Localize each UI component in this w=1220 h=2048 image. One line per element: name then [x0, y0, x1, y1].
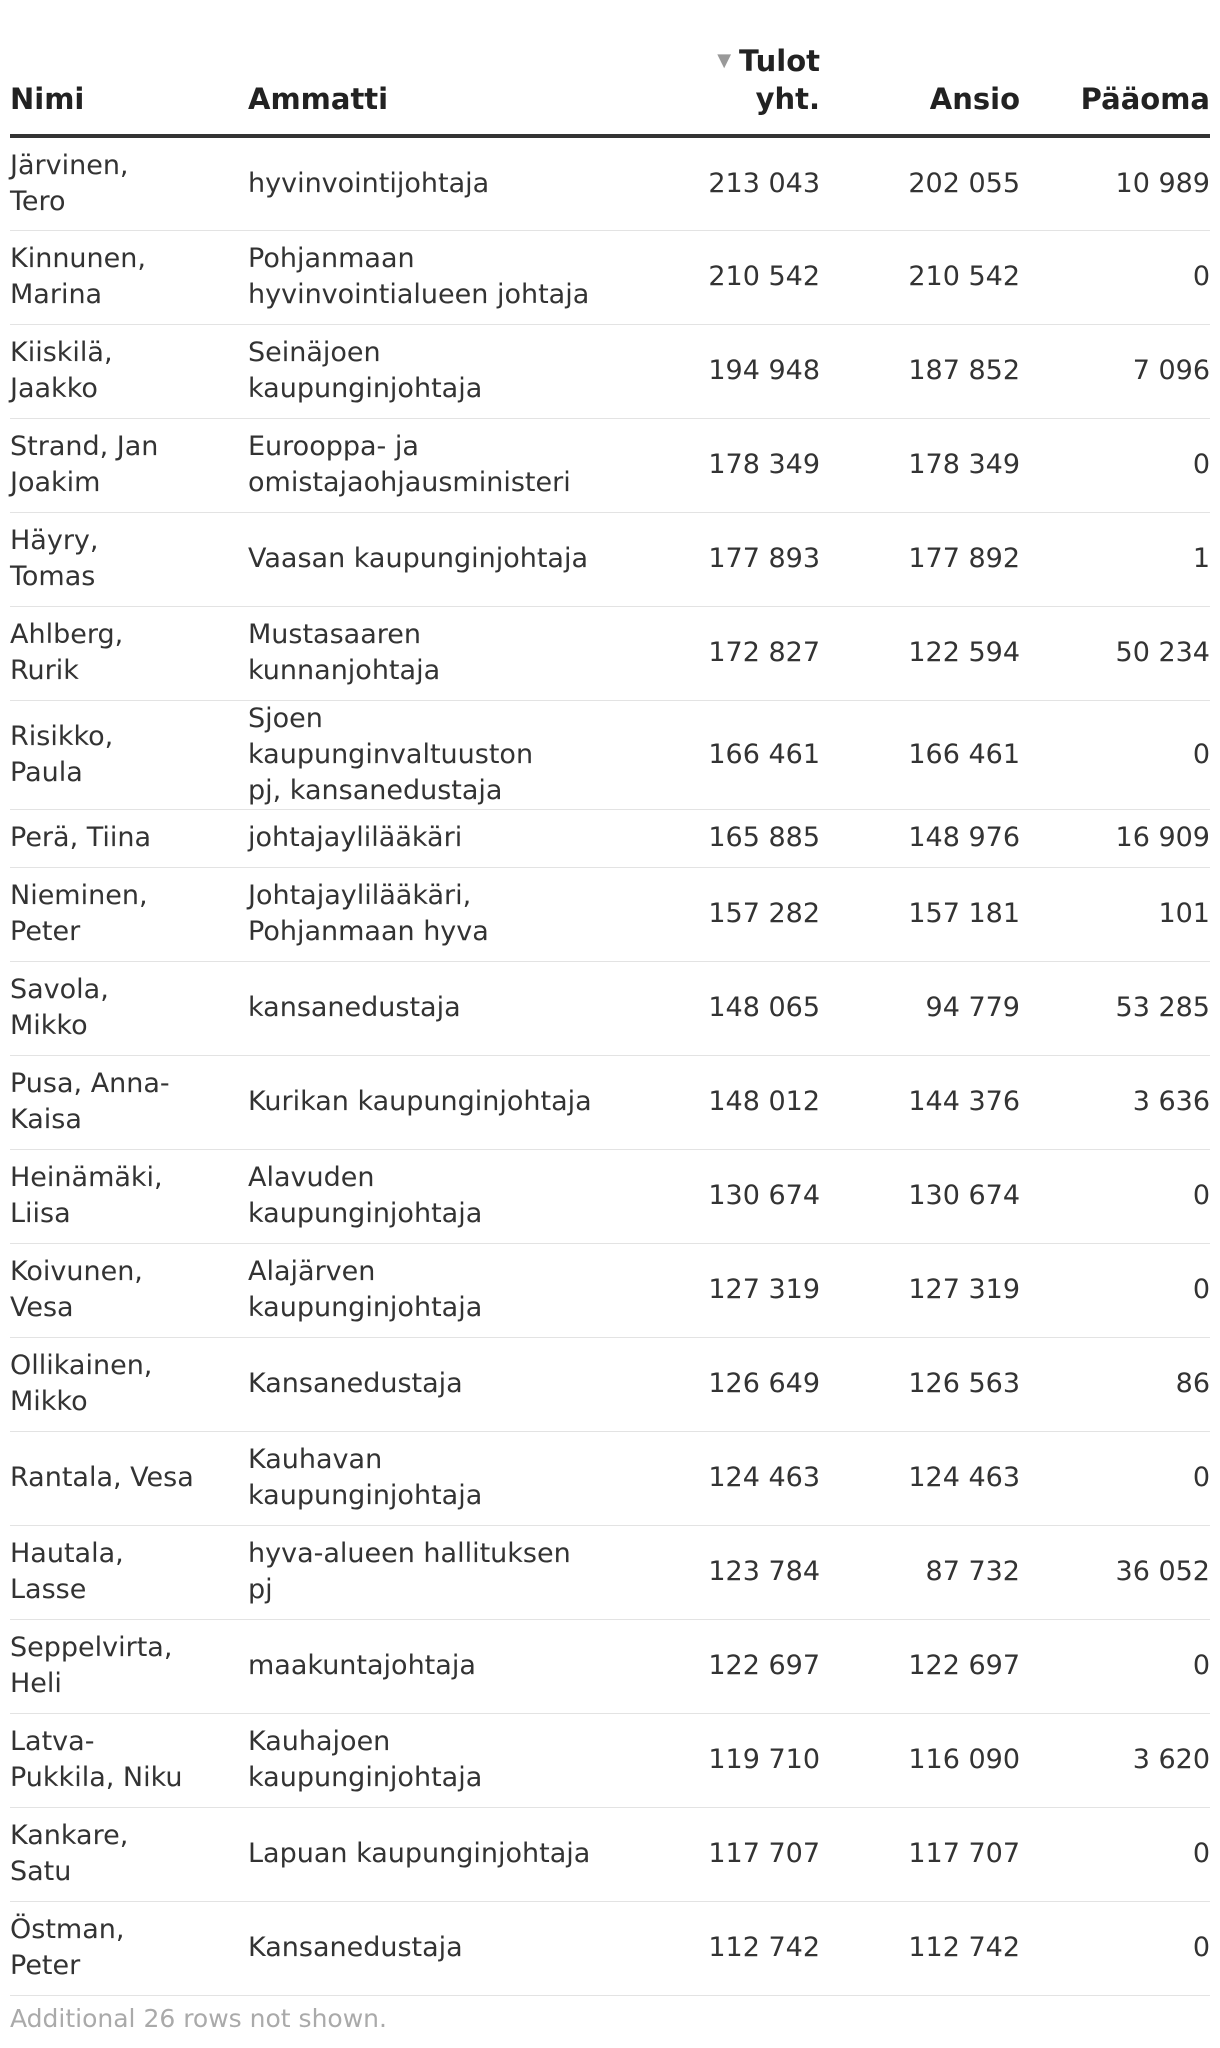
- capital-income-cell: 0: [1020, 1619, 1210, 1713]
- occupation-cell-line1: Kansanedustaja: [248, 1368, 463, 1399]
- name-cell-line1: Strand, Jan: [10, 431, 159, 462]
- earned-income-cell: 122 594: [820, 606, 1020, 700]
- occupation-cell-line1: maakuntajohtaja: [248, 1650, 476, 1681]
- occupation-cell: [248, 512, 620, 606]
- table-row: [10, 136, 1210, 230]
- occupation-cell-line1: Lapuan kaupunginjohtaja: [248, 1838, 591, 1869]
- table-row: [10, 418, 1210, 512]
- earned-income-cell: 127 319: [820, 1243, 1020, 1337]
- total-income-cell: 213 043: [620, 136, 820, 230]
- occupation-cell-line1: Eurooppa- ja: [248, 431, 419, 462]
- column-header-occupation[interactable]: Ammatti: [248, 0, 620, 136]
- earned-income-cell: 210 542: [820, 230, 1020, 324]
- earned-income-cell: 126 563: [820, 1337, 1020, 1431]
- earned-income-cell: 177 892: [820, 512, 1020, 606]
- occupation-cell: [248, 1055, 620, 1149]
- column-header-capital-income[interactable]: Pääoma: [1020, 0, 1210, 136]
- occupation-cell-line1: Kauhajoen: [248, 1726, 391, 1757]
- name-cell-line1: Ahlberg,: [10, 619, 124, 650]
- occupation-cell-line1: Johtajaylilääkäri,: [248, 880, 472, 911]
- name-cell: [10, 961, 248, 1055]
- name-cell-line1: Ollikainen,: [10, 1350, 153, 1381]
- name-cell: [10, 606, 248, 700]
- occupation-cell-line1: Pohjanmaan: [248, 243, 415, 274]
- capital-income-cell: 0: [1020, 1243, 1210, 1337]
- name-cell-line1: Hautala,: [10, 1538, 124, 1569]
- table-row: [10, 1243, 1210, 1337]
- total-income-header-label: [717, 42, 820, 118]
- occupation-cell: [248, 324, 620, 418]
- occupation-cell: [248, 418, 620, 512]
- name-cell: [10, 230, 248, 324]
- total-income-cell: 166 461: [620, 700, 820, 809]
- total-income-cell: 124 463: [620, 1431, 820, 1525]
- name-cell-line1: Perä, Tiina: [10, 822, 152, 853]
- name-cell-line1: Savola,: [10, 974, 109, 1005]
- occupation-cell-line1: kansanedustaja: [248, 992, 461, 1023]
- occupation-cell: [248, 230, 620, 324]
- occupation-cell: [248, 1431, 620, 1525]
- name-cell-line1: Rantala, Vesa: [10, 1462, 194, 1493]
- occupation-cell-line2: omistajaohjausministeri: [248, 467, 571, 498]
- total-income-cell: 119 710: [620, 1713, 820, 1807]
- occupation-cell-line2: kaupunginjohtaja: [248, 1480, 483, 1511]
- total-income-header-line1: Tulot: [739, 44, 820, 78]
- table-row: [10, 512, 1210, 606]
- occupation-cell: [248, 606, 620, 700]
- name-cell: [10, 1149, 248, 1243]
- occupation-cell-line1: johtajaylilääkäri: [248, 822, 463, 853]
- occupation-cell: [248, 1713, 620, 1807]
- occupation-cell-line2: kunnanjohtaja: [248, 655, 441, 686]
- total-income-cell: 130 674: [620, 1149, 820, 1243]
- name-cell-line1: Risikko,: [10, 720, 114, 752]
- name-cell: [10, 136, 248, 230]
- occupation-cell-line1: hyvinvointijohtaja: [248, 167, 490, 199]
- name-cell: [10, 512, 248, 606]
- total-income-header-line2: yht.: [755, 82, 820, 116]
- occupation-cell: [248, 1901, 620, 1995]
- name-cell-line2: Paula: [10, 756, 83, 788]
- name-cell: [10, 1901, 248, 1995]
- occupation-cell-line2: Pohjanmaan hyva: [248, 916, 489, 947]
- capital-income-cell: 0: [1020, 418, 1210, 512]
- name-cell: [10, 1431, 248, 1525]
- name-cell-line2: Satu: [10, 1856, 72, 1887]
- name-cell: [10, 1619, 248, 1713]
- total-income-cell: 123 784: [620, 1525, 820, 1619]
- capital-income-cell: 10 989: [1020, 136, 1210, 230]
- capital-income-cell: 0: [1020, 700, 1210, 809]
- occupation-cell-line1: Alajärven kaupunginjohtaja: [248, 1256, 483, 1323]
- name-cell-line1: Häyry,: [10, 525, 99, 556]
- total-income-cell: 177 893: [620, 512, 820, 606]
- name-cell-line1: Östman,: [10, 1914, 125, 1945]
- occupation-cell-line1: Alavuden kaupunginjohtaja: [248, 1162, 483, 1229]
- table-row: [10, 324, 1210, 418]
- total-income-cell: 165 885: [620, 809, 820, 867]
- table-row: [10, 700, 1210, 809]
- name-cell-line2: Kaisa: [10, 1104, 82, 1135]
- name-cell-line2: Liisa: [10, 1198, 71, 1229]
- earned-income-cell: 148 976: [820, 809, 1020, 867]
- capital-income-cell: 36 052: [1020, 1525, 1210, 1619]
- rows-not-shown-note: Additional 26 rows not shown.: [10, 2004, 387, 2033]
- table-row: [10, 1149, 1210, 1243]
- name-cell-line2: Marina: [10, 279, 103, 310]
- capital-income-cell: 16 909: [1020, 809, 1210, 867]
- name-cell: [10, 324, 248, 418]
- name-cell-line2: Tero: [10, 185, 66, 217]
- total-income-cell: 157 282: [620, 867, 820, 961]
- name-cell-line2: Pukkila, Niku: [10, 1762, 183, 1793]
- table-row: [10, 1713, 1210, 1807]
- income-table-container: [10, 0, 1210, 1996]
- table-row: [10, 230, 1210, 324]
- name-cell-line2: Lasse: [10, 1574, 87, 1605]
- earned-income-cell: 124 463: [820, 1431, 1020, 1525]
- name-cell-line1: Kinnunen,: [10, 243, 146, 274]
- occupation-cell-line1: Mustasaaren: [248, 619, 421, 650]
- name-cell-line2: Peter: [10, 916, 81, 947]
- capital-income-cell: 53 285: [1020, 961, 1210, 1055]
- earned-income-cell: 116 090: [820, 1713, 1020, 1807]
- earned-income-cell: 202 055: [820, 136, 1020, 230]
- earned-income-cell: 166 461: [820, 700, 1020, 809]
- occupation-cell-line2: kaupunginjohtaja: [248, 373, 483, 404]
- name-cell-line1: Koivunen,: [10, 1256, 143, 1287]
- name-cell: [10, 867, 248, 961]
- capital-income-cell: 0: [1020, 230, 1210, 324]
- name-cell: [10, 809, 248, 867]
- table-row: [10, 1901, 1210, 1995]
- column-header-earned-income[interactable]: Ansio: [820, 0, 1020, 136]
- name-cell-line1: Pusa, Anna-: [10, 1068, 170, 1099]
- occupation-cell: [248, 809, 620, 867]
- earned-income-cell: 122 697: [820, 1619, 1020, 1713]
- occupation-cell: [248, 961, 620, 1055]
- name-cell-line1: Heinämäki,: [10, 1162, 163, 1193]
- name-cell-line2: Jaakko: [10, 373, 98, 404]
- occupation-cell: [248, 1149, 620, 1243]
- name-cell-line1: Järvinen,: [10, 149, 129, 181]
- total-income-cell: 127 319: [620, 1243, 820, 1337]
- capital-income-cell: 86: [1020, 1337, 1210, 1431]
- occupation-cell-line1: Kurikan kaupunginjohtaja: [248, 1086, 592, 1117]
- earned-income-cell: 157 181: [820, 867, 1020, 961]
- table-row: [10, 867, 1210, 961]
- table-row: [10, 1431, 1210, 1525]
- capital-income-cell: 101: [1020, 867, 1210, 961]
- capital-income-cell: 1: [1020, 512, 1210, 606]
- name-cell-line2: Mikko: [10, 1010, 88, 1041]
- earned-income-cell: 117 707: [820, 1807, 1020, 1901]
- occupation-cell-line1: Seinäjoen: [248, 337, 381, 368]
- total-income-cell: 210 542: [620, 230, 820, 324]
- occupation-cell: [248, 136, 620, 230]
- income-table: [10, 0, 1210, 1996]
- name-cell-line1: Latva-: [10, 1726, 95, 1757]
- column-header-name[interactable]: Nimi: [10, 0, 248, 136]
- earned-income-cell: 94 779: [820, 961, 1020, 1055]
- name-cell-line1: Seppelvirta,: [10, 1632, 173, 1663]
- capital-income-cell: 0: [1020, 1807, 1210, 1901]
- name-cell-line2: Vesa: [10, 1292, 74, 1323]
- capital-income-cell: 7 096: [1020, 324, 1210, 418]
- name-cell: [10, 1337, 248, 1431]
- table-header-row: [10, 0, 1210, 136]
- capital-income-cell: 50 234: [1020, 606, 1210, 700]
- occupation-cell-line2: kaupunginjohtaja: [248, 1762, 483, 1793]
- table-row: [10, 1055, 1210, 1149]
- earned-income-cell: 87 732: [820, 1525, 1020, 1619]
- occupation-cell-line2: hyvinvointialueen johtaja: [248, 279, 590, 310]
- total-income-cell: 172 827: [620, 606, 820, 700]
- total-income-cell: 117 707: [620, 1807, 820, 1901]
- occupation-cell-line2: pj, kansanedustaja: [248, 774, 503, 806]
- name-cell-line2: Rurik: [10, 655, 79, 686]
- name-cell: [10, 1243, 248, 1337]
- table-body: [10, 136, 1210, 1995]
- capital-income-cell: 3 636: [1020, 1055, 1210, 1149]
- name-cell: [10, 1713, 248, 1807]
- earned-income-cell: 187 852: [820, 324, 1020, 418]
- earned-income-cell: 144 376: [820, 1055, 1020, 1149]
- earned-income-cell: 130 674: [820, 1149, 1020, 1243]
- name-cell: [10, 418, 248, 512]
- name-cell: [10, 1525, 248, 1619]
- table-row: [10, 1525, 1210, 1619]
- occupation-cell-line1: Kansanedustaja: [248, 1932, 463, 1963]
- capital-income-cell: 0: [1020, 1431, 1210, 1525]
- occupation-cell: [248, 1243, 620, 1337]
- capital-income-cell: 0: [1020, 1149, 1210, 1243]
- occupation-cell: [248, 1807, 620, 1901]
- name-cell: [10, 1807, 248, 1901]
- earned-income-cell: 112 742: [820, 1901, 1020, 1995]
- table-row: [10, 1337, 1210, 1431]
- name-cell-line2: Peter: [10, 1950, 81, 1981]
- occupation-cell-line1: Vaasan kaupunginjohtaja: [248, 543, 589, 574]
- table-row: [10, 606, 1210, 700]
- name-cell-line2: Tomas: [10, 561, 96, 592]
- occupation-cell-line1: Sjoen kaupunginvaltuuston: [248, 702, 534, 770]
- total-income-cell: 122 697: [620, 1619, 820, 1713]
- name-cell: [10, 1055, 248, 1149]
- table-row: [10, 1807, 1210, 1901]
- occupation-cell-line1: Kauhavan: [248, 1444, 383, 1475]
- table-row: [10, 809, 1210, 867]
- occupation-cell: [248, 1619, 620, 1713]
- earned-income-cell: 178 349: [820, 418, 1020, 512]
- occupation-cell: [248, 700, 620, 809]
- name-cell-line1: Nieminen,: [10, 880, 148, 911]
- name-cell-line1: Kiiskilä,: [10, 337, 113, 368]
- name-cell-line1: Kankare,: [10, 1820, 129, 1851]
- total-income-cell: 178 349: [620, 418, 820, 512]
- total-income-cell: 126 649: [620, 1337, 820, 1431]
- name-cell-line2: Mikko: [10, 1386, 88, 1417]
- occupation-cell: [248, 1337, 620, 1431]
- total-income-cell: 148 012: [620, 1055, 820, 1149]
- capital-income-cell: 0: [1020, 1901, 1210, 1995]
- occupation-cell: [248, 1525, 620, 1619]
- name-cell-line2: Heli: [10, 1668, 62, 1699]
- table-row: [10, 1619, 1210, 1713]
- occupation-cell: [248, 867, 620, 961]
- total-income-cell: 112 742: [620, 1901, 820, 1995]
- table-row: [10, 961, 1210, 1055]
- occupation-cell-line1: hyva-alueen hallituksen pj: [248, 1538, 571, 1605]
- name-cell-line2: Joakim: [10, 467, 101, 498]
- sort-descending-icon: ▼: [717, 50, 732, 71]
- total-income-cell: 148 065: [620, 961, 820, 1055]
- capital-income-cell: 3 620: [1020, 1713, 1210, 1807]
- column-header-total-income[interactable]: [620, 0, 820, 136]
- total-income-cell: 194 948: [620, 324, 820, 418]
- name-cell: [10, 700, 248, 809]
